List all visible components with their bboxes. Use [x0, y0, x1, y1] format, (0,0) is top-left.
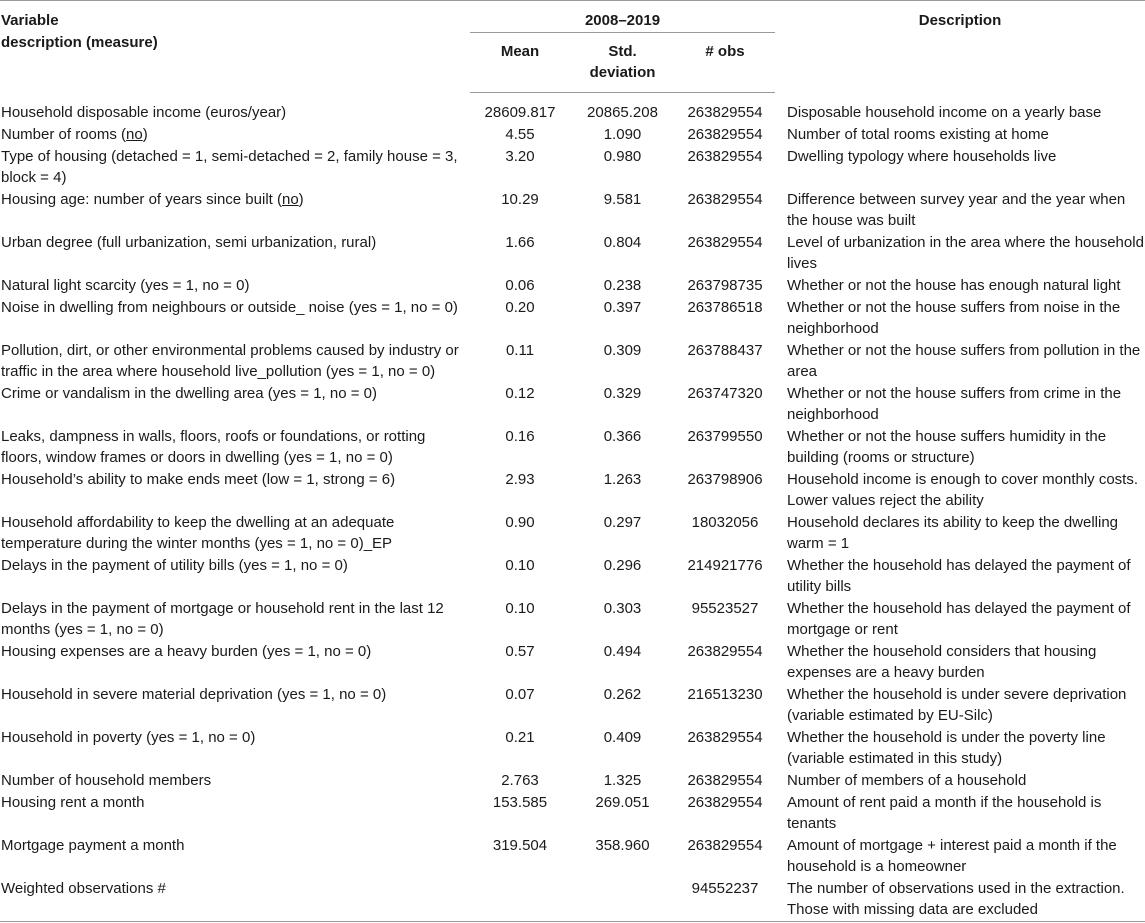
std-cell: 0.238	[603, 276, 642, 294]
mean-cell: 153.585	[492, 793, 548, 811]
variable-cell: Pollution, dirt, or other environmental problems caused by industry or traffic in the area where household live_pollution (yes = 1, no = 0)	[1, 341, 459, 380]
std-cell: 0.366	[603, 427, 642, 445]
variable-cell: Type of housing (detached = 1, semi-detached = 2, family house = 3, block = 4)	[1, 147, 458, 186]
variable-cell: Number of household members	[1, 771, 212, 789]
description-cell: Disposable household income on a yearly base	[787, 104, 1102, 121]
description-cell: Whether the household has delayed the payment of mortgage or rent	[787, 599, 1131, 638]
table-row	[0, 727, 1145, 770]
mean-cell: 0.21	[505, 728, 535, 746]
std-header-line2: deviation	[589, 64, 656, 81]
table-row	[0, 878, 1145, 922]
std-cell: 20865.208	[587, 104, 658, 121]
mean-cell: 28609.817	[484, 104, 556, 121]
mean-cell: 0.06	[505, 276, 535, 294]
variable-cell	[0, 189, 470, 232]
obs-cell: 263829554	[687, 125, 763, 143]
mean-cell: 0.10	[505, 556, 535, 574]
description-cell: The number of observations used in the extraction. Those with missing data are excluded	[775, 878, 1145, 922]
std-cell: 0.494	[603, 642, 642, 660]
obs-cell: 263829554	[687, 728, 763, 746]
obs-cell: 263829554	[687, 771, 763, 789]
description-cell: Whether or not the house has enough natural light	[787, 276, 1121, 294]
variable-cell: Delays in the payment of mortgage or household rent in the last 12 months (yes = 1, no = 0)	[1, 599, 444, 638]
table-row	[0, 383, 1145, 426]
std-cell: 0.329	[603, 384, 642, 402]
obs-cell: 263829554	[687, 642, 763, 660]
std-cell	[570, 878, 675, 922]
period-header: 2008–2019	[470, 1, 775, 33]
table-row	[0, 792, 1145, 835]
mean-cell: 0.07	[505, 685, 535, 703]
description-cell: Whether the household has delayed the payment of utility bills	[787, 556, 1131, 595]
table-row	[0, 146, 1145, 189]
obs-cell: 263829554	[687, 190, 763, 208]
obs-cell: 263798735	[687, 276, 763, 294]
std-header-line1: Std.	[608, 42, 637, 60]
obs-cell: 263786518	[687, 298, 763, 316]
description-cell: Household income is enough to cover monthly costs. Lower values reject the ability	[787, 470, 1139, 509]
description-cell: Whether or not the house suffers from crime in the neighborhood	[787, 384, 1122, 423]
obs-cell: 263798906	[687, 470, 763, 488]
obs-cell: 263829554	[687, 793, 763, 811]
mean-cell: 0.20	[505, 298, 535, 316]
variable-cell: Housing expenses are a heavy burden (yes = 1, no = 0)	[1, 642, 372, 660]
variable-header-line2: description (measure)	[1, 33, 158, 51]
description-cell: Whether or not the house suffers from pollution in the area	[787, 341, 1141, 380]
description-cell: Whether the household considers that housing expenses are a heavy burden	[787, 642, 1097, 681]
table-row	[0, 102, 1145, 124]
description-cell: Difference between survey year and the year when the house was built	[787, 190, 1126, 229]
mean-header: Mean	[470, 32, 570, 92]
table-row	[0, 469, 1145, 512]
std-header	[570, 32, 675, 92]
table-row	[0, 555, 1145, 598]
table-row	[0, 641, 1145, 684]
mean-cell: 0.10	[505, 599, 535, 617]
variable-text-end: )	[142, 125, 148, 143]
variable-cell: Crime or vandalism in the dwelling area (yes = 1, no = 0)	[1, 384, 378, 402]
variable-text: Number of rooms (	[1, 125, 127, 143]
std-cell: 1.325	[603, 771, 642, 789]
obs-cell: 263829554	[687, 233, 763, 251]
variable-cell: Leaks, dampness in walls, floors, roofs or foundations, or rotting floors, window frames or doors in dwelling (yes = 1, no = 0)	[1, 427, 426, 466]
description-cell: Whether the household is under severe deprivation (variable estimated by EU-Silc)	[787, 685, 1127, 724]
std-cell: 1.263	[603, 470, 642, 488]
variable-cell	[0, 124, 470, 146]
obs-cell: 263829554	[687, 836, 763, 854]
obs-cell: 18032056	[691, 513, 759, 531]
variable-header	[0, 1, 470, 93]
table-body	[0, 92, 1145, 921]
variable-cell: Household affordability to keep the dwelling at an adequate temperature during the winter months (yes = 1, no = 0)_EP	[1, 513, 395, 552]
table-row	[0, 835, 1145, 878]
variable-header-line1: Variable	[1, 12, 59, 29]
description-cell: Household declares its ability to keep the dwelling warm = 1	[787, 513, 1119, 552]
variable-cell: Household in poverty (yes = 1, no = 0)	[1, 728, 256, 746]
table-row	[0, 297, 1145, 340]
mean-cell	[470, 878, 570, 922]
table-row	[0, 340, 1145, 383]
description-cell: Dwelling typology where households live	[787, 147, 1057, 165]
variable-cell: Household disposable income (euros/year)	[1, 104, 287, 121]
description-header: Description	[775, 1, 1145, 93]
table-row	[0, 598, 1145, 641]
obs-cell: 263799550	[687, 427, 763, 445]
table-row	[0, 770, 1145, 792]
variable-cell: Household’s ability to make ends meet (low = 1, strong = 6)	[1, 470, 396, 488]
variable-text-end: )	[298, 190, 304, 208]
mean-cell: 4.55	[505, 125, 535, 143]
std-cell: 9.581	[603, 190, 642, 208]
variable-cell: Household in severe material deprivation (yes = 1, no = 0)	[1, 685, 387, 703]
std-cell: 0.980	[603, 147, 642, 165]
mean-cell: 0.11	[505, 341, 535, 359]
description-cell: Amount of rent paid a month if the household is tenants	[787, 793, 1102, 832]
mean-cell: 3.20	[505, 147, 535, 165]
mean-cell: 319.504	[492, 836, 548, 854]
table-row	[0, 684, 1145, 727]
mean-cell: 10.29	[501, 190, 539, 208]
obs-cell: 263788437	[687, 341, 763, 359]
mean-cell: 0.16	[505, 427, 535, 445]
description-cell: Whether the household is under the poverty line (variable estimated in this study)	[787, 728, 1106, 767]
description-cell: Number of members of a household	[787, 771, 1027, 789]
mean-cell: 1.66	[505, 233, 535, 251]
table-row	[0, 275, 1145, 297]
std-cell: 0.303	[603, 599, 642, 617]
mean-cell: 2.93	[505, 470, 535, 488]
variable-cell: Mortgage payment a month	[1, 836, 185, 854]
obs-cell: 263829554	[687, 147, 763, 165]
std-cell: 0.397	[603, 298, 642, 316]
std-cell: 0.296	[603, 556, 642, 574]
obs-cell: 216513230	[687, 685, 763, 703]
obs-cell: 94552237	[675, 878, 775, 922]
description-cell: Whether or not the house suffers humidity in the building (rooms or structure)	[787, 427, 1107, 466]
table-row	[0, 426, 1145, 469]
std-cell: 0.297	[603, 513, 642, 531]
description-cell: Amount of mortgage + interest paid a month if the household is a homeowner	[787, 836, 1117, 875]
std-cell: 269.051	[595, 793, 650, 811]
table-row	[0, 124, 1145, 146]
variable-unit: no	[281, 190, 299, 208]
obs-cell: 214921776	[687, 556, 763, 574]
std-cell: 358.960	[595, 836, 650, 854]
variable-cell: Urban degree (full urbanization, semi urbanization, rural)	[1, 233, 377, 251]
obs-cell: 263829554	[687, 104, 763, 121]
std-cell: 0.409	[603, 728, 642, 746]
mean-cell: 2.763	[501, 771, 539, 789]
std-cell: 0.309	[603, 341, 642, 359]
mean-cell: 0.12	[505, 384, 535, 402]
variable-cell: Delays in the payment of utility bills (yes = 1, no = 0)	[1, 556, 348, 574]
std-cell: 1.090	[603, 125, 642, 143]
variable-cell: Housing rent a month	[1, 793, 145, 811]
description-cell: Level of urbanization in the area where the household lives	[787, 233, 1144, 272]
table-row	[0, 512, 1145, 555]
obs-cell: 263747320	[687, 384, 763, 402]
obs-cell: 95523527	[691, 599, 759, 617]
table-row	[0, 232, 1145, 275]
mean-cell: 0.57	[505, 642, 535, 660]
description-cell: Number of total rooms existing at home	[787, 125, 1049, 143]
variable-cell: Weighted observations #	[0, 878, 470, 922]
variable-cell: Natural light scarcity (yes = 1, no = 0)	[1, 276, 250, 294]
variable-text: Housing age: number of years since built (	[1, 190, 282, 208]
std-cell: 0.262	[603, 685, 642, 703]
mean-cell: 0.90	[505, 513, 535, 531]
description-cell: Whether or not the house suffers from noise in the neighborhood	[787, 298, 1121, 337]
std-cell: 0.804	[603, 233, 642, 251]
table-row	[0, 189, 1145, 232]
variable-unit: no	[126, 125, 143, 143]
obs-header: # obs	[675, 32, 775, 92]
variable-cell: Noise in dwelling from neighbours or outside_ noise (yes = 1, no = 0)	[1, 298, 458, 316]
